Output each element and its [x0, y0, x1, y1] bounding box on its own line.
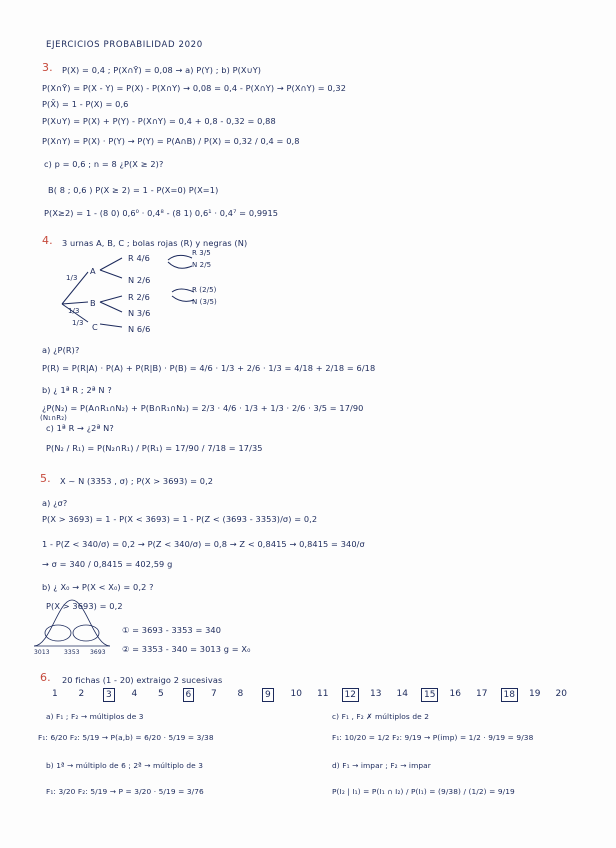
ex5-line-5: ① = 3693 - 3353 = 340 — [122, 625, 222, 635]
leaf-b-black: N 3/6 — [128, 308, 151, 318]
number-9: 9 — [262, 688, 274, 702]
branch-b-prob: 1/3 — [68, 307, 80, 315]
ex4-question-c: c) 1ª R → ¿2ª N? — [46, 423, 114, 433]
ex4-heading: 3 urnas A, B, C ; bolas rojas (R) y negras (N) — [62, 238, 248, 248]
exercise-6-number: 6. — [40, 671, 51, 684]
number-16: 16 — [449, 689, 461, 699]
node-b: B — [90, 298, 96, 308]
ex5-line-6: ② = 3353 - 340 = 3013 g = X₀ — [122, 644, 251, 654]
ex5-question-b: b) ¿ X₀ → P(X < X₀) = 0,2 ? — [42, 582, 154, 592]
exercise-3-number: 3. — [42, 61, 53, 74]
ex3-line-5: P(X∩Y) = P(X) · P(Y) → P(Y) = P(A∩B) / P(X) = 0,32 / 0,4 = 0,8 — [42, 136, 300, 146]
number-13: 13 — [370, 689, 382, 699]
number-row — [50, 688, 580, 704]
number-17: 17 — [476, 689, 488, 699]
node-a: A — [90, 266, 96, 276]
ex3-line-7: B( 8 ; 0,6 ) P(X ≥ 2) = 1 - P(X=0) P(X=1) — [48, 185, 219, 195]
ex3-line-3: P(X̄) = 1 - P(X) = 0,6 — [42, 99, 129, 109]
leaf-a-black: N 2/6 — [128, 275, 151, 285]
number-19: 19 — [529, 689, 541, 699]
number-11: 11 — [317, 689, 329, 699]
number-20: 20 — [555, 689, 567, 699]
ex6-answer-b: F₁: 3/20 F₂: 5/19 → P = 3/20 · 5/19 = 3/76 — [46, 787, 204, 796]
leaf-b-red: R 2/6 — [128, 292, 150, 302]
ex6-question-b: b) 1ª → múltiplo de 6 ; 2ª → múltiplo de 3 — [46, 761, 204, 770]
ex5-question-a: a) ¿σ? — [42, 498, 68, 508]
ex6-question-a: a) F₁ ; F₂ → múltiplos de 3 — [46, 712, 144, 721]
number-1: 1 — [52, 689, 58, 699]
ex6-heading: 20 fichas (1 - 20) extraigo 2 sucesivas — [62, 675, 223, 685]
number-5: 5 — [158, 689, 164, 699]
exercise-4-number: 4. — [42, 234, 53, 247]
ex4-line-2b: (N₁∩R₂) — [40, 414, 67, 422]
ex5-line-1: P(X > 3693) = 1 - P(X < 3693) = 1 - P(Z < (3693 - 3353)/σ) = 0,2 — [42, 514, 318, 524]
number-6: 6 — [183, 688, 195, 702]
number-3: 3 — [103, 688, 115, 702]
ex5-line-3: → σ = 340 / 0,8415 = 402,59 g — [42, 559, 173, 569]
exercise-5-number: 5. — [40, 472, 51, 485]
ex4-line-3: P(N₂ / R₁) = P(N₂∩R₁) / P(R₁) = 17/90 / 7/18 = 17/35 — [46, 443, 263, 453]
node-c: C — [92, 322, 98, 332]
ex6-answer-d: P(I₂ | I₁) = P(I₁ ∩ I₂) / P(I₁) = (9/38) / (1/2) = 9/19 — [332, 787, 515, 796]
ex6-question-d: d) F₁ → impar ; F₂ → impar — [332, 761, 431, 770]
ex4-line-2: ¿P(N₂) = P(A∩R₁∩N₂) + P(B∩R₁∩N₂) = 2/3 · 4/6 · 1/3 + 1/3 · 2/6 · 3/5 = 17/90 — [42, 403, 364, 413]
leaf-a-black-second: N 2/5 — [192, 261, 212, 269]
leaf-a-red-second: R 3/5 — [192, 249, 211, 257]
sketch-label-low: 3013 — [34, 649, 50, 656]
ex4-line-1: P(R) = P(R|A) · P(A) + P(R|B) · P(B) = 4/6 · 1/3 + 2/6 · 1/3 = 4/18 + 2/18 = 6/18 — [42, 363, 376, 373]
number-15: 15 — [421, 688, 438, 702]
leaf-b-red-second: R (2/5) — [192, 286, 217, 294]
leaf-c-black: N 6/6 — [128, 324, 151, 334]
number-8: 8 — [237, 689, 244, 699]
leaf-a-red: R 4/6 — [128, 253, 150, 263]
branch-a-prob: 1/3 — [66, 274, 78, 282]
sketch-label-mean: 3353 — [64, 649, 80, 656]
number-18: 18 — [501, 688, 518, 702]
branch-c-prob: 1/3 — [72, 319, 84, 327]
leaf-b-black-second: N (3/5) — [192, 298, 217, 306]
number-12: 12 — [342, 688, 359, 702]
ex6-answer-a: F₁: 6/20 F₂: 5/19 → P(a,b) = 6/20 · 5/19 = 3/38 — [38, 733, 214, 742]
number-10: 10 — [290, 689, 302, 699]
ex3-line-8: P(X≥2) = 1 - (8 0) 0,6⁰ · 0,4⁸ - (8 1) 0,6¹ · 0,4⁷ = 0,9915 — [44, 208, 279, 218]
sketch-label-high: 3693 — [90, 649, 106, 656]
ex6-question-c: c) F₁ , F₂ ✗ múltiplos de 2 — [332, 712, 430, 721]
number-4: 4 — [131, 689, 138, 699]
number-2: 2 — [78, 689, 85, 699]
number-14: 14 — [396, 689, 408, 699]
ex4-question-b: b) ¿ 1ª R ; 2ª N ? — [42, 385, 112, 395]
number-7: 7 — [211, 689, 217, 699]
ex5-line-2: 1 - P(Z < 340/σ) = 0,2 → P(Z < 340/σ) = 0,8 → Z < 0,8415 → 0,8415 = 340/σ — [42, 539, 365, 549]
ex4-question-a: a) ¿P(R)? — [42, 345, 80, 355]
ex6-answer-c: F₁: 10/20 = 1/2 F₂: 9/19 → P(imp) = 1/2 · 9/19 = 9/38 — [332, 733, 534, 742]
page-title: EJERCICIOS PROBABILIDAD 2020 — [46, 40, 203, 50]
ex5-heading: X ~ N (3353 , σ) ; P(X > 3693) = 0,2 — [60, 476, 214, 486]
ex3-line-1: P(X) = 0,4 ; P(X∩Ȳ) = 0,08 → a) P(Y) ; b) P(X∪Y) — [62, 65, 262, 75]
ex3-line-4: P(X∪Y) = P(X) + P(Y) - P(X∩Y) = 0,4 + 0,8 - 0,32 = 0,88 — [42, 116, 276, 126]
ex3-line-6: c) p = 0,6 ; n = 8 ¿P(X ≥ 2)? — [44, 159, 164, 169]
ex5-line-4: P(X > 3693) = 0,2 — [46, 601, 123, 611]
ex3-line-2: P(X∩Ȳ) = P(X - Y) = P(X) - P(X∩Y) → 0,08 = 0,4 - P(X∩Y) → P(X∩Y) = 0,32 — [42, 83, 347, 93]
